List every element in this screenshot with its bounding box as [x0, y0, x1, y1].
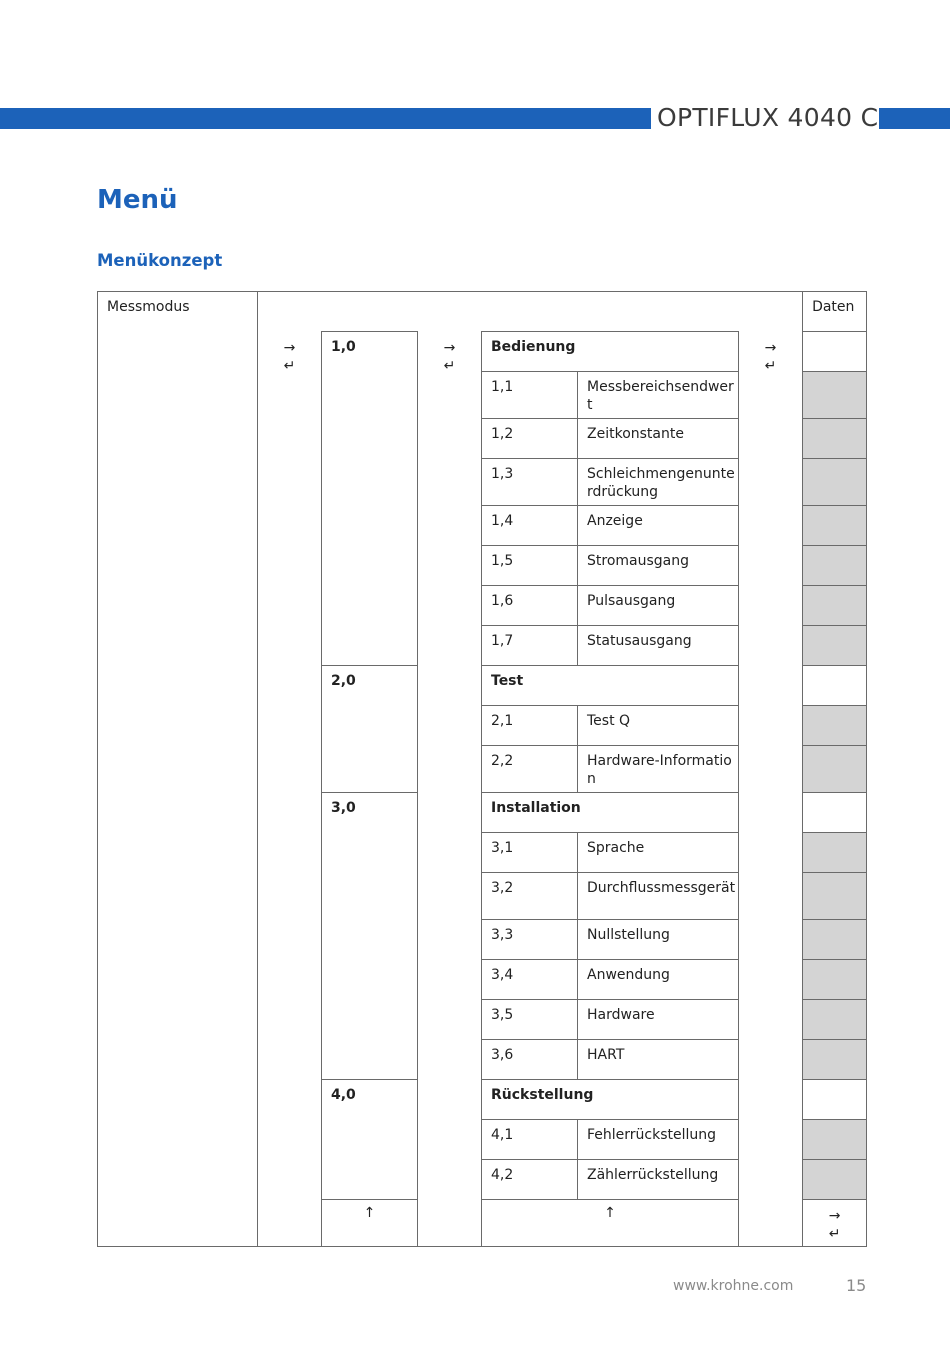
item-data-cell	[803, 586, 867, 626]
item-label: Anzeige	[587, 513, 643, 529]
item-code-cell	[482, 960, 578, 1000]
group-title-cell	[482, 1080, 739, 1120]
group-code: 1,0	[331, 339, 356, 355]
item-label-cell	[578, 706, 739, 746]
item-code-cell	[482, 706, 578, 746]
arrow-right-icon: →	[764, 339, 777, 356]
item-label: Statusausgang	[587, 633, 692, 649]
return-arrow-cell	[803, 1200, 867, 1247]
arrow-right-icon: →	[443, 339, 456, 356]
group-title: Bedienung	[491, 339, 576, 355]
group-code-cell	[322, 1080, 418, 1200]
item-label-cell	[578, 833, 739, 873]
item-code-cell	[482, 626, 578, 666]
level2-arrow-column	[418, 332, 482, 1247]
item-code-cell	[482, 1120, 578, 1160]
item-data-cell	[803, 506, 867, 546]
item-label-cell	[578, 960, 739, 1000]
group-title-cell	[482, 666, 739, 706]
item-data-cell	[803, 1040, 867, 1080]
footer-page-number: 15	[846, 1276, 867, 1295]
item-label-cell	[578, 506, 739, 546]
item-code: 2,1	[491, 713, 514, 729]
item-code: 1,4	[491, 513, 514, 529]
item-code: 3,3	[491, 927, 514, 943]
enter-arrow-icon: ↵	[443, 357, 456, 374]
item-label-cell	[578, 1000, 739, 1040]
data-header-cell	[803, 292, 867, 332]
group-data-cell	[803, 1080, 867, 1120]
item-data-cell	[803, 1000, 867, 1040]
item-data-cell	[803, 706, 867, 746]
item-code: 1,3	[491, 466, 514, 482]
group-data-cell	[803, 332, 867, 372]
item-data-cell	[803, 746, 867, 793]
group-code-cell	[322, 666, 418, 793]
item-label: Schleichmengenunterdrückung	[587, 466, 735, 500]
item-data-cell	[803, 960, 867, 1000]
page-heading: Menü	[97, 185, 178, 215]
item-code: 1,7	[491, 633, 514, 649]
item-code-cell	[482, 586, 578, 626]
group-code-cell	[322, 332, 418, 666]
up-arrow-icon: ↑	[363, 1205, 376, 1221]
return-up-cell	[482, 1200, 739, 1247]
item-label-cell	[578, 586, 739, 626]
measure-mode-label: Messmodus	[107, 299, 190, 315]
item-code: 4,1	[491, 1127, 514, 1143]
item-data-cell	[803, 546, 867, 586]
item-code: 1,5	[491, 553, 514, 569]
item-label-cell	[578, 1040, 739, 1080]
item-label: Hardware	[587, 1007, 655, 1023]
group-data-cell	[803, 666, 867, 706]
item-data-cell	[803, 1120, 867, 1160]
item-code-cell	[482, 873, 578, 920]
return-up-cell	[322, 1200, 418, 1247]
item-code-cell	[482, 1000, 578, 1040]
measure-mode-cell	[98, 292, 258, 1247]
item-code-cell	[482, 1040, 578, 1080]
item-code: 3,6	[491, 1047, 514, 1063]
item-code-cell	[482, 419, 578, 459]
footer-url: www.krohne.com	[673, 1278, 794, 1294]
data-header-label: Daten	[812, 299, 855, 315]
header-bar-left	[0, 108, 651, 129]
arrow-right-icon: →	[283, 339, 296, 356]
item-label-cell	[578, 626, 739, 666]
header-bar-right	[879, 108, 950, 129]
group-title: Test	[491, 673, 524, 689]
item-label: Messbereichsendwert	[587, 379, 734, 413]
item-label-cell	[578, 419, 739, 459]
group-title: Installation	[491, 800, 581, 816]
item-code: 3,4	[491, 967, 514, 983]
product-title: OPTIFLUX 4040 C	[657, 103, 879, 132]
item-code-cell	[482, 372, 578, 419]
item-label-cell	[578, 459, 739, 506]
item-code-cell	[482, 459, 578, 506]
enter-arrow-icon: ↵	[828, 1226, 841, 1242]
group-code: 4,0	[331, 1087, 356, 1103]
menu-concept-table	[97, 291, 867, 1247]
item-label: Sprache	[587, 840, 645, 856]
item-code-cell	[482, 546, 578, 586]
item-code: 4,2	[491, 1167, 514, 1183]
item-label: Hardware-Information	[587, 753, 732, 787]
item-label: Nullstellung	[587, 927, 670, 943]
item-label: HART	[587, 1047, 625, 1063]
item-label: Pulsausgang	[587, 593, 676, 609]
item-label-cell	[578, 1120, 739, 1160]
group-code: 3,0	[331, 800, 356, 816]
item-code-cell	[482, 1160, 578, 1200]
group-code-cell	[322, 793, 418, 1080]
item-label: Zeitkonstante	[587, 426, 684, 442]
item-data-cell	[803, 833, 867, 873]
item-label-cell	[578, 920, 739, 960]
item-data-cell	[803, 920, 867, 960]
item-label-cell	[578, 546, 739, 586]
item-label: Anwendung	[587, 967, 670, 983]
item-label-cell	[578, 1160, 739, 1200]
item-data-cell	[803, 459, 867, 506]
level3-arrow-column	[739, 332, 803, 1247]
group-data-cell	[803, 793, 867, 833]
up-arrow-icon: ↑	[604, 1205, 616, 1221]
item-code-cell	[482, 746, 578, 793]
item-label-cell	[578, 372, 739, 419]
menu-table-body	[98, 292, 867, 1247]
enter-arrow-icon: ↵	[764, 357, 777, 374]
item-code: 1,6	[491, 593, 514, 609]
item-data-cell	[803, 419, 867, 459]
item-code: 3,5	[491, 1007, 514, 1023]
item-data-cell	[803, 372, 867, 419]
item-code: 2,2	[491, 753, 514, 769]
group-title-cell	[482, 793, 739, 833]
group-title-cell	[482, 332, 739, 372]
item-label: Fehlerrückstellung	[587, 1127, 717, 1143]
section-heading: Menükonzept	[97, 251, 223, 270]
header-spacer-cell	[258, 292, 803, 332]
item-label: Zählerrückstellung	[587, 1167, 719, 1183]
item-code-cell	[482, 506, 578, 546]
group-code: 2,0	[331, 673, 356, 689]
item-label-cell	[578, 873, 739, 920]
item-data-cell	[803, 873, 867, 920]
item-data-cell	[803, 626, 867, 666]
item-label: Stromausgang	[587, 553, 689, 569]
item-code-cell	[482, 920, 578, 960]
group-title: Rückstellung	[491, 1087, 594, 1103]
item-data-cell	[803, 1160, 867, 1200]
item-code: 1,1	[491, 379, 514, 395]
item-code: 3,1	[491, 840, 514, 856]
item-label-cell	[578, 746, 739, 793]
item-code: 3,2	[491, 880, 514, 896]
item-code-cell	[482, 833, 578, 873]
enter-arrow-icon: ↵	[283, 357, 296, 374]
item-label: Test Q	[587, 713, 631, 729]
item-code: 1,2	[491, 426, 514, 442]
item-label: Durchflussmessgerät	[587, 880, 736, 896]
arrow-right-icon: →	[828, 1208, 841, 1224]
level1-arrow-column	[258, 332, 322, 1247]
